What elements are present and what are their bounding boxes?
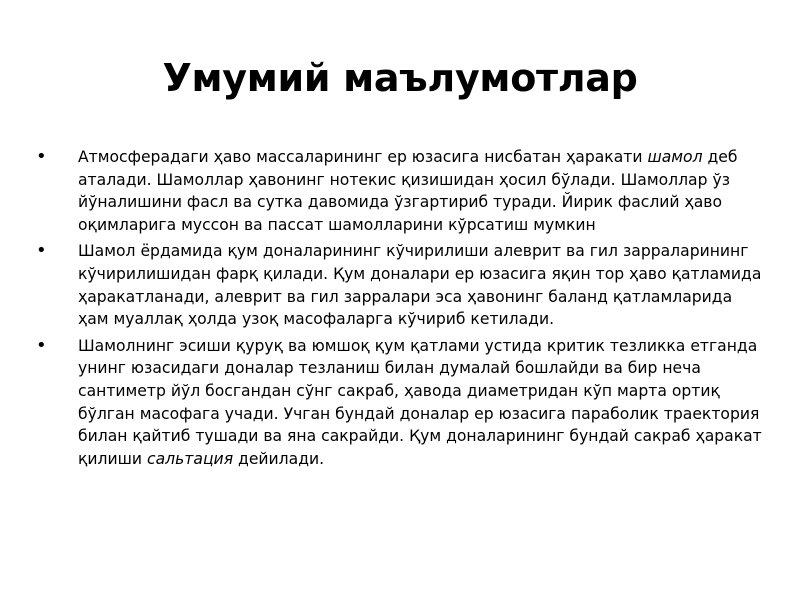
- bullet-text-part: дейилади.: [233, 449, 325, 468]
- bullet-emphasis: сальтация: [147, 449, 234, 468]
- bullet-item: [36, 240, 766, 330]
- bullet-text-part: Шамол ёрдамида қум доналарининг кўчирилиши алеврит ва гил зарраларининг кўчирилишидан фарқ қилади. Қум доналари ер юзасига яқин тор ҳаво қатламида ҳаракатланади, алеврит ва гил зарралари эса ҳавонинг баланд қатламларида ҳам муаллақ ҳолда узоқ масофаларга кўчириб кетилади.: [78, 242, 762, 329]
- bullet-emphasis: шамол: [647, 148, 703, 166]
- slide-title: Умумий маълумотлар: [162, 56, 638, 100]
- bullet-marker: •: [36, 146, 47, 167]
- bullet-text-part: Атмосферадаги ҳаво массаларининг ер юзасига нисбатан ҳаракати: [78, 148, 648, 166]
- bullet-list: [36, 146, 766, 474]
- bullet-item: [36, 146, 766, 236]
- bullet-text: [78, 240, 766, 330]
- bullet-text-part: деб аталади. Шамоллар ҳавонинг нотекис қизишидан ҳосил бўлади. Шамоллар ўз йўналишини фасл ва сутка давомида ўзгартириб туради. Йирик фаслий ҳаво оқимларига муссон ва пассат шамолларини кўрсатиш мумкин: [78, 148, 738, 234]
- bullet-item: [36, 335, 766, 471]
- bullet-marker: •: [36, 240, 47, 262]
- bullet-text: [78, 335, 766, 471]
- bullet-text-part: Шамолнинг эсиши қуруқ ва юмшоқ қум қатлами устида критик тезликка етганда унинг юзасидаги доналар тезланиш билан думалай бошлайди ва бир неча сантиметр йўл босгандан сўнг сакраб, ҳавода диаметридан кўп марта ортиқ бўлган масофага учади. Учган бундай доналар ер юзасига параболик траектория билан қайтиб тушади ва яна сакрайди. Қум доналарининг бундай сакраб ҳаракат қилиши: [78, 336, 762, 468]
- bullet-marker: •: [36, 334, 47, 356]
- bullet-text: [78, 146, 766, 236]
